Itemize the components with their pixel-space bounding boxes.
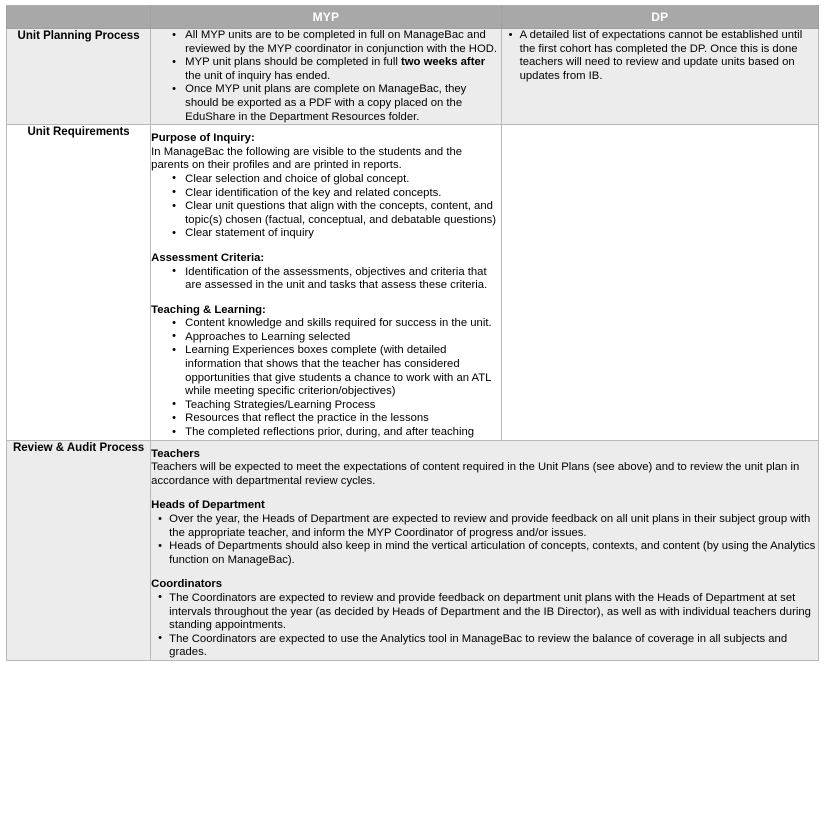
bullet-text-bold: two weeks after	[401, 56, 486, 69]
bullet-list-heads-of-department	[151, 513, 818, 567]
section-heading-purpose-of-inquiry: Purpose of Inquiry:	[151, 132, 255, 145]
list-item: • Learning Experiences boxes complete (with detailed information that shows that the teacher has considered opportunities that give students a chance to work with an ATL while meeting specific criterion/objectives)	[185, 344, 500, 398]
list-item: • Over the year, the Heads of Department are expected to review and provide feedback on all unit plans in their subject group with the appropriate teacher, and inform the MYP Coordinator of progress and/or issues.	[169, 513, 818, 540]
bullet-list-teaching-and-learning	[151, 317, 500, 439]
header-cell-dp	[501, 6, 818, 29]
bullet-list-assessment-criteria	[151, 266, 500, 293]
list-item: • The completed reflections prior, during, and after teaching	[185, 426, 500, 440]
bullet-list-purpose-of-inquiry	[151, 173, 500, 241]
cell-review-and-audit-process	[151, 440, 819, 660]
list-item: • The Coordinators are expected to use the Analytics tool in ManageBac to review the balance of coverage in all subjects and grades.	[169, 633, 818, 660]
section-paragraph-teachers: Teachers will be expected to meet the expectations of content required in the Unit Plans (see above) and to review the unit plan in accordance with departmental review cycles.	[151, 461, 800, 487]
spacer	[151, 488, 818, 499]
spacer	[151, 567, 818, 578]
list-item: • Approaches to Learning selected	[185, 331, 500, 345]
list-item	[185, 56, 500, 83]
table-row	[7, 125, 819, 440]
list-item: • Clear selection and choice of global concept.	[185, 173, 500, 187]
bullet-text-prefix: MYP unit plans should be completed in full	[185, 56, 401, 69]
table-header-row	[7, 6, 819, 29]
cell-myp-unit-requirements	[151, 125, 501, 440]
table-row	[7, 440, 819, 660]
spacer	[151, 241, 500, 252]
list-item: • Content knowledge and skills required for success in the unit.	[185, 317, 500, 331]
list-item: • Resources that reflect the practice in the lessons	[185, 412, 500, 426]
bullet-list	[151, 29, 500, 124]
row-label-unit-requirements: Unit Requirements	[7, 125, 151, 440]
bullet-list	[502, 29, 818, 83]
row-label-unit-planning-process: Unit Planning Process	[7, 29, 151, 125]
cell-dp-unit-planning-process	[501, 29, 818, 125]
section-heading-teaching-and-learning: Teaching & Learning:	[151, 303, 266, 316]
row-label-review-and-audit-process: Review & Audit Process	[7, 440, 151, 660]
curriculum-requirements-table	[6, 5, 819, 661]
cell-myp-unit-planning-process	[151, 29, 501, 125]
header-cell-myp	[151, 6, 501, 29]
list-item: • The Coordinators are expected to review and provide feedback on department unit plans with the Heads of Department at set intervals throughout the year (as decided by Heads of Department and the IB Director), as well as with individual teachers during standing appointments.	[169, 592, 818, 633]
header-cell-blank	[7, 6, 151, 29]
list-item: • Clear statement of inquiry	[185, 227, 500, 241]
section-heading-teachers: Teachers	[151, 447, 200, 460]
list-item: • Heads of Departments should also keep in mind the vertical articulation of concepts, contexts, and content (by using the Analytics function on ManageBac).	[169, 540, 818, 567]
list-item: • Clear unit questions that align with the concepts, content, and topic(s) chosen (factual, conceptual, and debatable questions)	[185, 200, 500, 227]
bullet-list-coordinators	[151, 592, 818, 660]
list-item: • Clear identification of the key and related concepts.	[185, 187, 500, 201]
section-heading-heads-of-department: Heads of Department	[151, 499, 265, 512]
section-intro-purpose-of-inquiry: In ManageBac the following are visible to the students and the parents on their profiles and are printed in reports.	[151, 145, 463, 172]
bullet-text-suffix: the unit of inquiry has ended.	[185, 69, 331, 82]
list-item: • Teaching Strategies/Learning Process	[185, 399, 500, 413]
section-heading-assessment-criteria: Assessment Criteria:	[151, 251, 265, 264]
list-item: • Once MYP unit plans are complete on ManageBac, they should be exported as a PDF with a copy placed on the EduShare in the Department Resources folder.	[185, 83, 500, 124]
section-heading-coordinators: Coordinators	[151, 578, 223, 591]
spacer	[151, 293, 500, 304]
list-item: • Identification of the assessments, objectives and criteria that are assessed in the unit and tasks that assess these criteria.	[185, 266, 500, 293]
cell-dp-unit-requirements	[501, 125, 818, 440]
list-item: • All MYP units are to be completed in full on ManageBac and reviewed by the MYP coordinator in conjunction with the HOD.	[185, 29, 500, 56]
table-row	[7, 29, 819, 125]
header-label-dp: DP	[651, 10, 669, 24]
list-item: • A detailed list of expectations cannot be established until the first cohort has completed the DP. Once this is done teachers will need to review and update units based on updates from IB.	[520, 29, 818, 83]
header-label-myp: MYP	[312, 10, 340, 24]
